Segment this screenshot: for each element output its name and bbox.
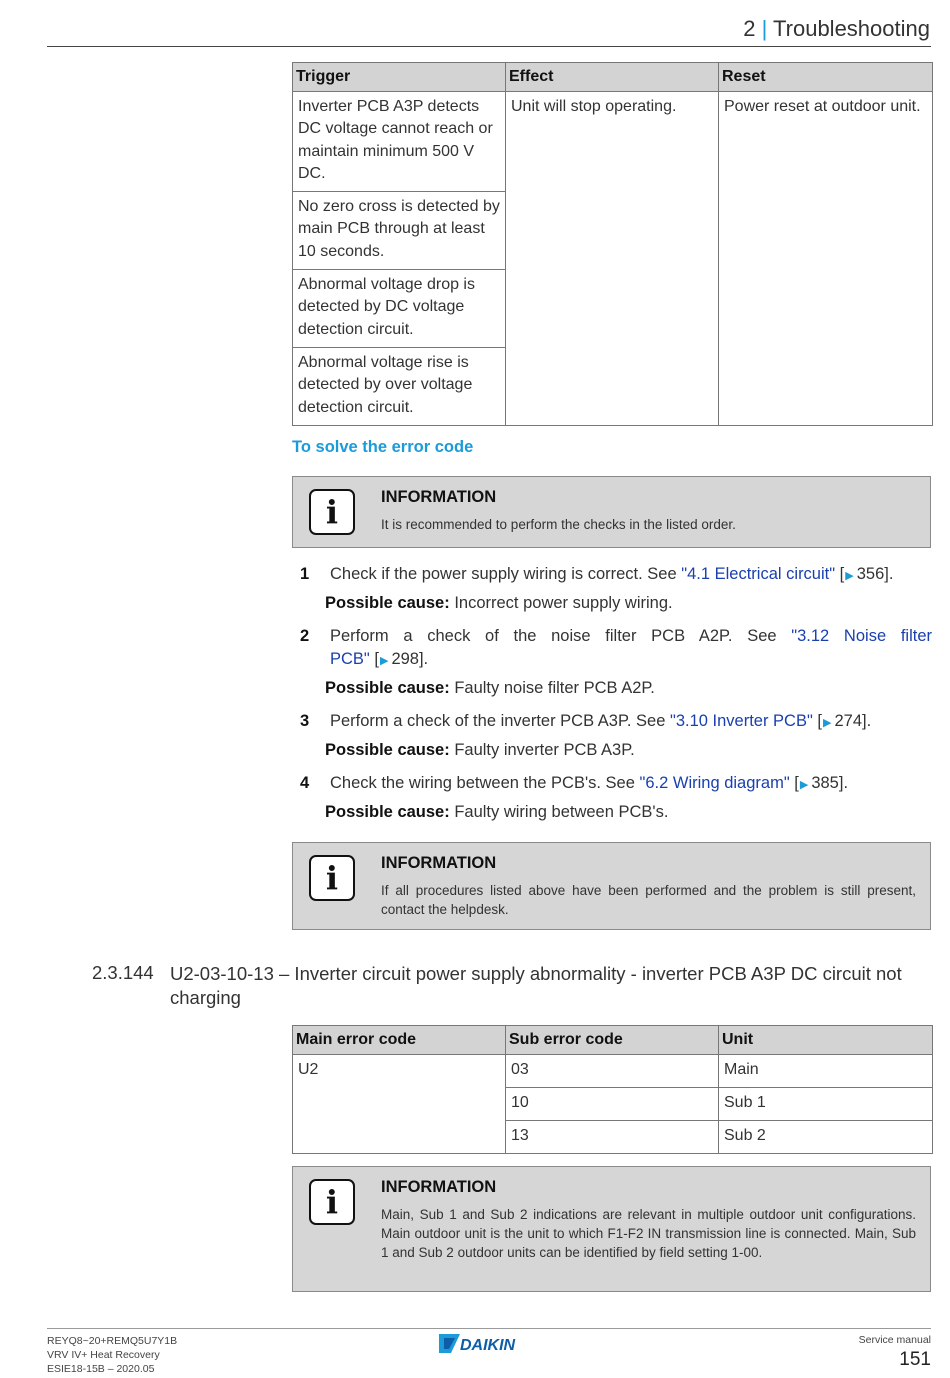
page-ref-arrow-icon: ▶ — [799, 779, 809, 791]
header-reset: Reset — [719, 63, 933, 92]
header-trigger: Trigger — [293, 63, 506, 92]
footer-doc-id: ESIE18-15B – 2020.05 — [47, 1363, 155, 1375]
step-number: 4 — [300, 774, 310, 792]
info-icon: i — [309, 489, 355, 535]
info-box-order — [292, 476, 931, 548]
page-ref[interactable]: 385 — [811, 774, 839, 792]
page-header-title — [743, 16, 930, 42]
daikin-logo — [438, 1333, 540, 1360]
trigger-cell: Inverter PCB A3P detects DC voltage cannot reach or maintain minimum 500 V DC. — [293, 91, 506, 191]
link-wiring-diagram[interactable]: "6.2 Wiring diagram" — [639, 774, 790, 792]
header-effect: Effect — [506, 63, 719, 92]
page-ref-arrow-icon: ▶ — [823, 717, 832, 729]
page-ref-arrow-icon: ▶ — [379, 655, 389, 667]
footer-rule — [47, 1328, 931, 1329]
unit-cell: Sub 1 — [719, 1087, 933, 1120]
daikin-logo-icon — [438, 1333, 540, 1355]
footer-model: REYQ8~20+REMQ5U7Y1B — [47, 1335, 178, 1347]
page-ref[interactable]: 274 — [834, 712, 863, 730]
header-sub-error-code: Sub error code — [506, 1026, 719, 1055]
info-icon: i — [309, 855, 355, 901]
unit-cell: Main — [719, 1054, 933, 1087]
step-2 — [300, 625, 932, 648]
footer-product: VRV IV+ Heat Recovery — [47, 1349, 160, 1361]
cause-label: Possible cause: — [325, 803, 450, 821]
header-rule — [47, 46, 931, 47]
step-4: 4 Check the wiring between the PCB's. See "6.2 Wiring diagram" [▶ 385]. — [300, 772, 932, 797]
table-header-row — [293, 63, 933, 92]
possible-cause-3 — [325, 741, 635, 760]
error-code-table — [292, 1025, 933, 1154]
reset-cell: Power reset at outdoor unit. — [719, 91, 933, 425]
chapter-title: Troubleshooting — [773, 16, 930, 41]
cause-text: Faulty wiring between PCB's. — [454, 803, 669, 821]
cause-text: Incorrect power supply wiring. — [454, 594, 673, 612]
link-noise-filter-pcb-cont[interactable]: PCB" — [330, 650, 370, 668]
main-code-cell: U2 — [293, 1054, 506, 1153]
info-text: It is recommended to perform the checks in the listed order. — [381, 517, 736, 532]
cause-text: Faulty inverter PCB A3P. — [454, 741, 635, 759]
section-title: U2-03-10-13 – Inverter circuit power supply abnormality - inverter PCB A3P DC circuit not charging — [170, 963, 902, 1008]
link-inverter-pcb[interactable]: "3.10 Inverter PCB" — [669, 712, 813, 730]
step-2-continued: PCB" [▶ 298]. — [330, 650, 429, 668]
header-separator: | — [761, 16, 768, 41]
trigger-cell: Abnormal voltage rise is detected by over voltage detection circuit. — [293, 347, 506, 425]
info-box-unit-indications — [292, 1166, 931, 1292]
cause-label: Possible cause: — [325, 594, 450, 612]
effect-cell: Unit will stop operating. — [506, 91, 719, 425]
link-electrical-circuit[interactable]: "4.1 Electrical circuit" — [681, 565, 836, 583]
info-title: INFORMATION — [381, 488, 497, 506]
info-icon: i — [309, 1179, 355, 1225]
chapter-number: 2 — [743, 16, 756, 41]
sub-code-cell: 03 — [506, 1054, 719, 1087]
sub-code-cell: 13 — [506, 1120, 719, 1153]
info-title: INFORMATION — [381, 1178, 497, 1196]
info-text: Main, Sub 1 and Sub 2 indications are relevant in multiple outdoor unit configurations. Main outdoor unit is the unit to which F1-F2 IN transmission line is connected. Main, Sub 1 and Sub 2 outdoor units can be identified by field setting 1-00. — [381, 1207, 916, 1260]
info-box-helpdesk — [292, 842, 931, 930]
trigger-cell: Abnormal voltage drop is detected by DC voltage detection circuit. — [293, 269, 506, 347]
sub-code-cell: 10 — [506, 1087, 719, 1120]
trigger-effect-reset-table — [292, 62, 933, 426]
possible-cause-1 — [325, 594, 673, 613]
step-number: 3 — [300, 712, 310, 730]
header-unit: Unit — [719, 1026, 933, 1055]
table-header-row — [293, 1026, 933, 1055]
page-ref[interactable]: 356 — [856, 565, 885, 583]
page-ref[interactable]: 298 — [391, 650, 419, 668]
table-row — [293, 91, 933, 191]
info-text: If all procedures listed above have been performed and the problem is still present, contact the helpdesk. — [381, 883, 916, 917]
header-main-error-code: Main error code — [293, 1026, 506, 1055]
trigger-cell: No zero cross is detected by main PCB through at least 10 seconds. — [293, 191, 506, 269]
cause-label: Possible cause: — [325, 679, 450, 697]
solve-heading: To solve the error code — [292, 438, 474, 456]
cause-label: Possible cause: — [325, 741, 450, 759]
possible-cause-4 — [325, 803, 668, 822]
logo-wordmark: DAIKIN — [460, 1337, 516, 1354]
step-number: 1 — [300, 565, 310, 583]
step-text: Perform a check of the noise filter PCB A2P. See — [330, 627, 777, 645]
step-text: Perform a check of the inverter PCB A3P. See — [330, 712, 666, 730]
page-ref-arrow-icon: ▶ — [845, 570, 854, 582]
table-row — [293, 1054, 933, 1087]
section-number: 2.3.144 — [92, 962, 154, 983]
cause-text: Faulty noise filter PCB A2P. — [454, 679, 655, 697]
footer-doc-type: Service manual — [858, 1334, 931, 1346]
page-number: 151 — [899, 1349, 931, 1370]
footer-doc-info — [47, 1334, 177, 1376]
link-noise-filter-pcb[interactable]: "3.12 Noise filter — [791, 627, 932, 645]
step-1: 1 Check if the power supply wiring is correct. See "4.1 Electrical circuit" [▶ 356]. — [300, 563, 932, 588]
step-3: 3 Perform a check of the inverter PCB A3P. See "3.10 Inverter PCB" [▶ 274]. — [300, 710, 932, 735]
step-text: Check if the power supply wiring is correct. See — [330, 565, 677, 583]
step-text: Check the wiring between the PCB's. See — [330, 774, 635, 792]
info-title: INFORMATION — [381, 854, 497, 872]
possible-cause-2 — [325, 679, 655, 698]
unit-cell: Sub 2 — [719, 1120, 933, 1153]
step-number: 2 — [300, 627, 310, 645]
